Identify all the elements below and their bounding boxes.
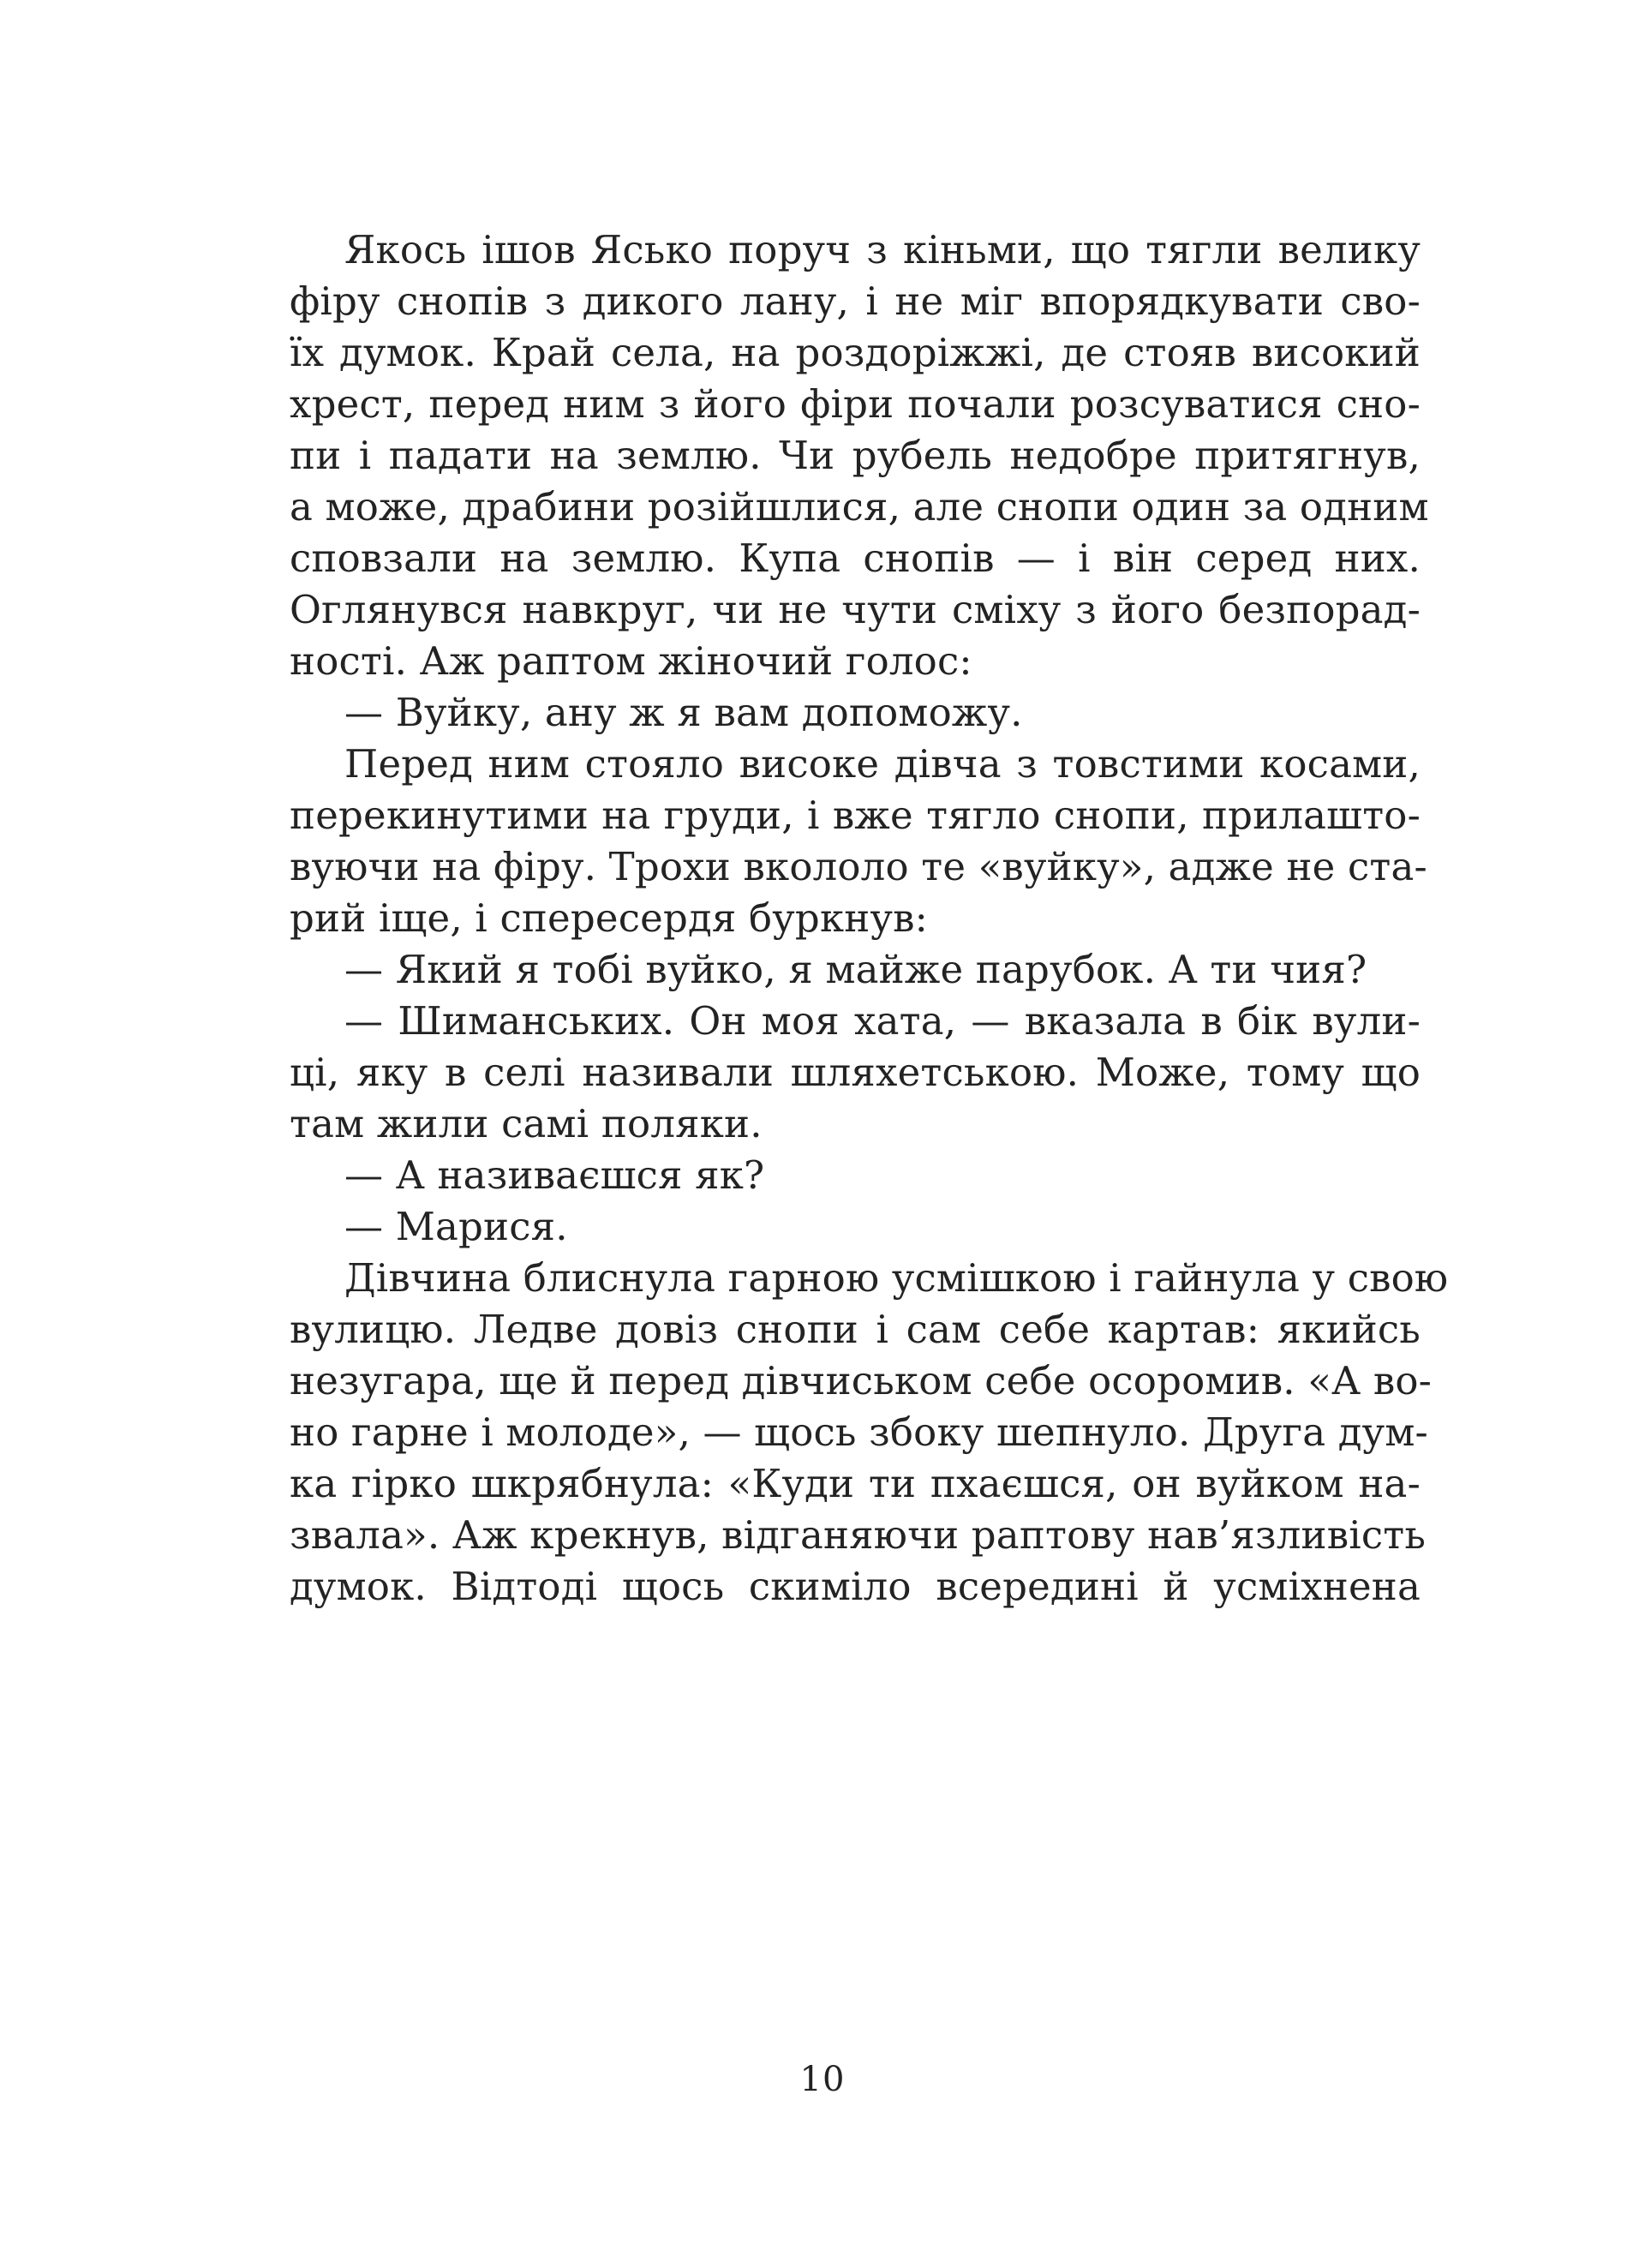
- dialogue-line: — Шиманських. Он моя хата, — вказала в бік вули-: [344, 998, 1421, 1044]
- text-line: перекинутими на груди, і вже тягло снопи, прилашто-: [290, 793, 1421, 838]
- text-line: фіру снопів з дикого лану, і не міг впорядкувати сво-: [290, 278, 1421, 324]
- text-line: а може, драбини розійшлися, але снопи один за одним: [290, 484, 1429, 530]
- dialogue-line: — А називаєшся як?: [344, 1152, 765, 1198]
- text-line: Оглянувся навкруг, чи не чути сміху з його безпорад-: [290, 587, 1421, 632]
- text-line: вуючи на фіру. Трохи вкололо те «вуйку», адже не ста-: [290, 844, 1427, 889]
- dialogue-line: — Марися.: [344, 1204, 568, 1249]
- text-line: ка гірко шкрябнула: «Куди ти пхаєшся, он вуйком на-: [290, 1461, 1421, 1506]
- page-number: 10: [799, 2060, 846, 2099]
- text-line: сповзали на землю. Купа снопів — і він серед них.: [290, 536, 1421, 581]
- text-line: звала». Аж крекнув, відганяючи раптову нав’язливість: [290, 1512, 1427, 1558]
- text-line: незугара, ще й перед дівчиськом себе осоромив. «А во-: [290, 1358, 1433, 1403]
- text-line: їх думок. Край села, на роздоріжжі, де стояв високий: [290, 330, 1421, 375]
- text-line: Дівчина блиснула гарною усмішкою і гайнула у свою: [344, 1255, 1449, 1301]
- text-line: Якось ішов Ясько поруч з кіньми, що тягли велику: [344, 227, 1421, 272]
- text-line: но гарне і молоде», — щось збоку шепнуло. Друга дум-: [290, 1409, 1428, 1455]
- text-line: вулицю. Ледве довіз снопи і сам себе картав: якийсь: [290, 1307, 1421, 1352]
- text-line: рий іще, і спересердя буркнув:: [290, 895, 929, 941]
- text-line: там жили самі поляки.: [290, 1101, 763, 1146]
- text-line: ці, яку в селі називали шляхетською. Може, тому що: [290, 1050, 1421, 1095]
- text-line: Перед ним стояло високе дівча з товстими косами,: [344, 741, 1421, 787]
- text-line: пи і падати на землю. Чи рубель недобре притягнув,: [290, 433, 1421, 478]
- text-line: думок. Відтоді щось скиміло всередині й усміхнена: [290, 1564, 1421, 1609]
- dialogue-line: — Який я тобі вуйко, я майже парубок. А ти чия?: [344, 947, 1367, 992]
- text-line: ності. Аж раптом жіночий голос:: [290, 638, 972, 684]
- dialogue-line: — Вуйку, ану ж я вам допоможу.: [344, 690, 1023, 735]
- text-line: хрест, перед ним з його фіри почали розсуватися сно-: [290, 381, 1421, 427]
